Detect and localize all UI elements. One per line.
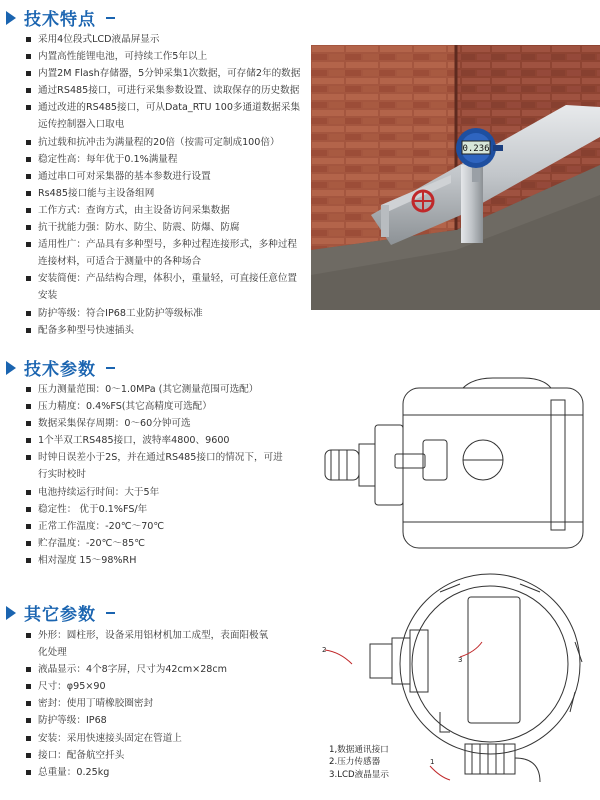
list-item: 尺寸：φ95×90 — [24, 678, 274, 695]
list-item: 压力测量范围：0～1.0MPa (其它测量范围可选配） — [24, 381, 286, 398]
section-heading-features — [6, 5, 115, 30]
list-item: 液晶显示：4个8字屏，尺寸为42cm×28cm — [24, 661, 274, 678]
callout-2: 2 — [322, 646, 327, 654]
list-item: 稳定性高：每年优于0.1%满量程 — [24, 151, 306, 168]
triangle-icon — [6, 11, 16, 25]
other-list — [24, 627, 274, 781]
list-item: 通过改进的RS485接口，可从Data_RTU 100多通道数据采集远传控制器入口取电 — [24, 99, 306, 133]
legend-item: 1,数据通讯接口 — [329, 745, 389, 755]
section-heading-params — [6, 355, 115, 380]
list-item: 安装简便：产品结构合理，体积小，重量轻，可直接任意位置安装 — [24, 270, 306, 304]
list-item: 内置2M Flash存储器，5分钟采集1次数据，可存储2年的数据 — [24, 65, 306, 82]
section-title: 其它参数 — [24, 605, 96, 625]
callout-1: 1 — [430, 758, 435, 766]
list-item: 相对湿度 15～98%RH — [24, 552, 286, 569]
drawing-legend — [329, 744, 389, 781]
list-item: 电池持续运行时间：大于5年 — [24, 484, 286, 501]
installation-photo — [311, 45, 600, 310]
lcd-reading: 0.236 — [462, 144, 490, 154]
list-item: 外形：圆柱形，设备采用铝材机加工成型，表面阳极氧化处理 — [24, 627, 274, 661]
section-heading-other — [6, 600, 115, 625]
list-item: 时钟日误差小于2S，并在通过RS485接口的情况下，可进行实时校时 — [24, 449, 286, 483]
list-item: 压力精度：0.4%FS(其它高精度可选配） — [24, 398, 286, 415]
list-item: 总重量：0.25kg — [24, 764, 274, 781]
dash-decoration — [106, 367, 115, 369]
list-item: 抗过载和抗冲击为满量程的20倍（按需可定制成100倍） — [24, 134, 306, 151]
legend-item: 3.LCD液晶显示 — [329, 769, 389, 780]
list-item: 安装：采用快速接头固定在管道上 — [24, 730, 274, 747]
list-item: 1个半双工RS485接口，波特率4800、9600 — [24, 432, 286, 449]
list-item: 通过串口可对采集器的基本参数进行设置 — [24, 168, 306, 185]
list-item: 工作方式：查询方式，由主设备访问采集数据 — [24, 202, 306, 219]
features-list — [24, 31, 306, 339]
list-item: 贮存温度：-20℃～85℃ — [24, 535, 286, 552]
callout-3: 3 — [458, 656, 463, 664]
list-item: 通过RS485接口，可进行采集参数设置、读取保存的历史数据 — [24, 82, 306, 99]
list-item: 防护等级：IP68 — [24, 712, 274, 729]
list-item: 稳定性： 优于0.1%FS/年 — [24, 501, 286, 518]
list-item: 内置高性能锂电池，可持续工作5年以上 — [24, 48, 306, 65]
list-item: Rs485接口能与主设备组网 — [24, 185, 306, 202]
list-item: 正常工作温度：-20℃～70℃ — [24, 518, 286, 535]
list-item: 接口：配备航空扦头 — [24, 747, 274, 764]
triangle-icon — [6, 606, 16, 620]
side-view-drawing — [313, 370, 600, 560]
dash-decoration — [106, 17, 115, 19]
list-item: 防护等级：符合IP68工业防护等级标准 — [24, 305, 306, 322]
section-title: 技术参数 — [24, 360, 96, 380]
list-item: 适用性广：产品具有多种型号，多种过程连接形式，多种过程连接材料，可适合于测量中的各种场合 — [24, 236, 306, 270]
section-title: 技术特点 — [24, 10, 96, 30]
list-item: 采用4位段式LCD液晶屏显示 — [24, 31, 306, 48]
dash-decoration — [106, 612, 115, 614]
list-item: 抗干扰能力强：防水、防尘、防震、防爆、防腐 — [24, 219, 306, 236]
triangle-icon — [6, 361, 16, 375]
list-item: 配备多种型号快速插头 — [24, 322, 306, 339]
list-item: 数据采集保存周期：0～60分钟可选 — [24, 415, 286, 432]
legend-item: 2.压力传感器 — [329, 757, 381, 768]
list-item: 密封：使用丁晴橡胶圈密封 — [24, 695, 274, 712]
params-list — [24, 381, 286, 569]
